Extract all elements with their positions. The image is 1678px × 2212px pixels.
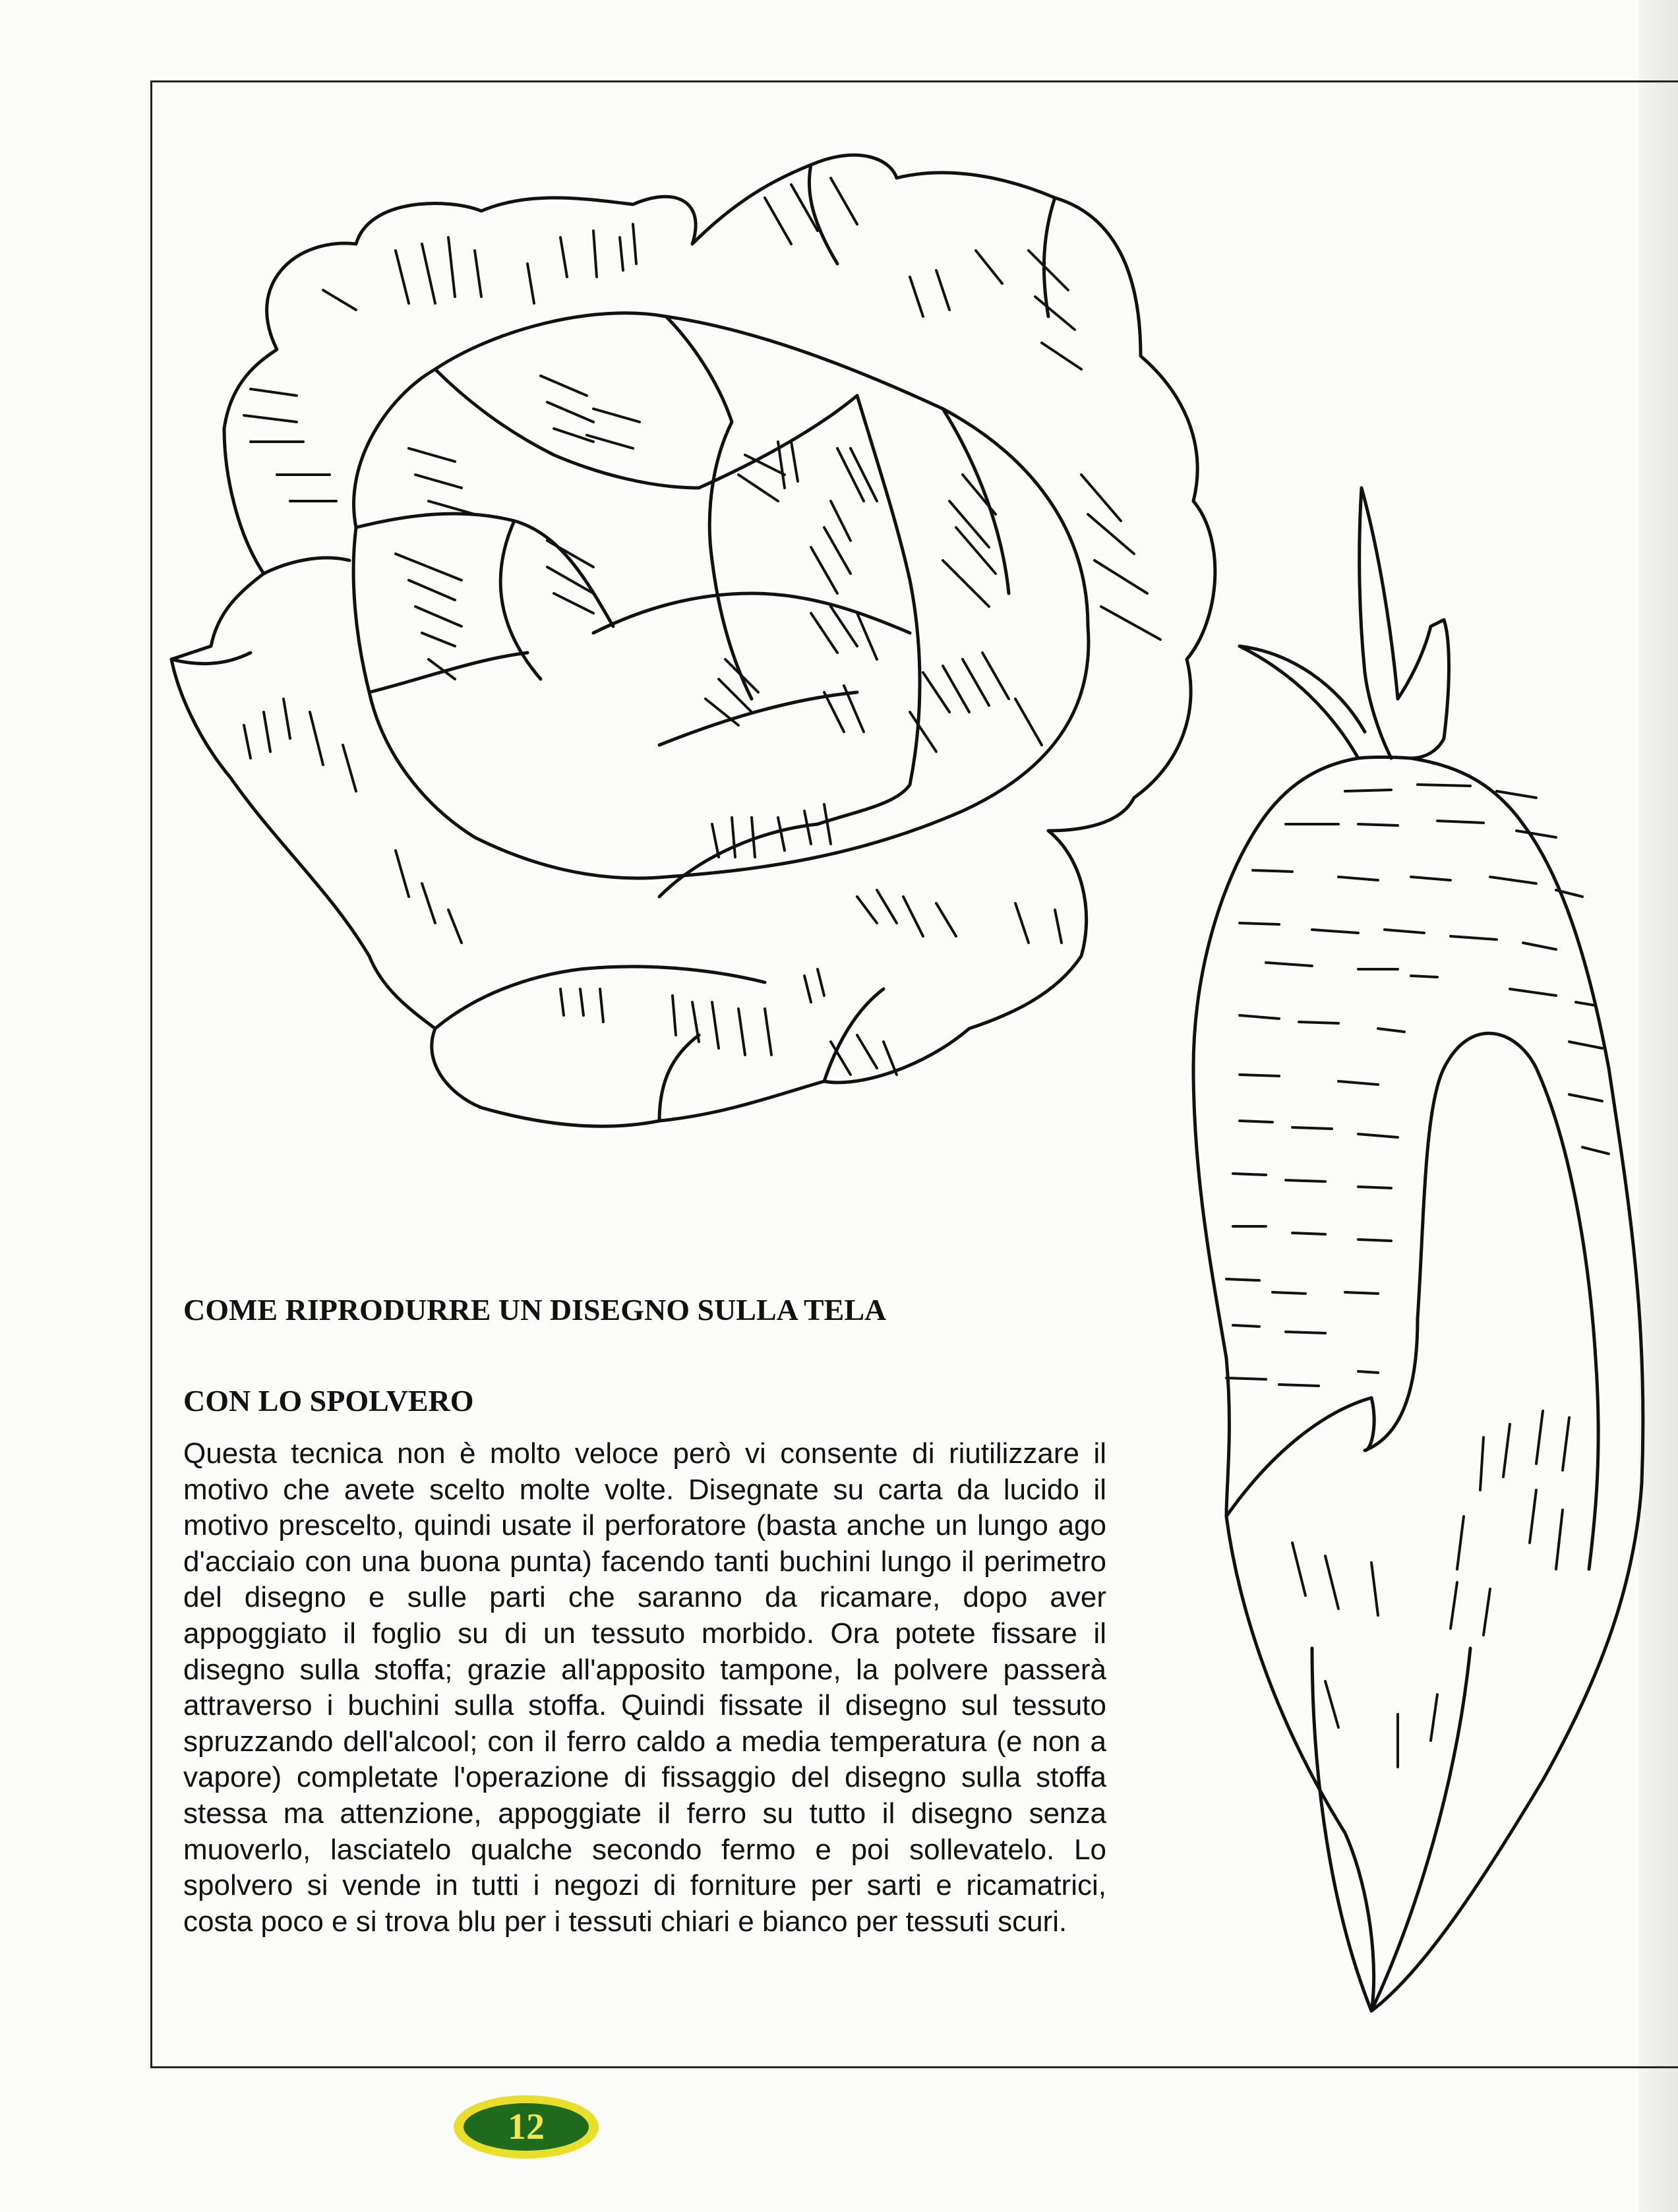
cabbage-drawing	[171, 155, 1215, 1126]
page-number: 12	[464, 2103, 589, 2151]
section-title: COME RIPRODURRE UN DISEGNO SULLA TELA	[183, 1293, 887, 1327]
radish-drawing	[1193, 488, 1643, 2011]
section-subtitle: CON LO SPOLVERO	[183, 1384, 474, 1418]
page-number-badge	[454, 2095, 599, 2159]
instructions-paragraph: Questa tecnica non è molto veloce però vi consente di riutilizzare il motivo che avete scelto molte volte. Disegnate su carta da lucido il motivo prescelto, quindi usate il perforatore (basta anche un lungo ago d'acciaio con una buona punta) facendo tanti buchini lungo il perimetro del disegno e sulle parti che saranno da ricamare, dopo aver appoggiato il foglio su di un tessuto morbido. Ora potete fissare il disegno sulla stoffa; grazie all'apposito tampone, la polvere passerà attraverso i buchini sulla stoffa. Quindi fissate il disegno sul tessuto spruzzando dell'alcool; con il ferro caldo a media temperatura (e non a vapore) completate l'operazione di fissaggio del disegno sulla stoffa stessa ma attenzione, appoggiate il ferro su tutto il disegno senza muoverlo, lasciatelo qualche secondo fermo e poi sollevatelo. Lo spolvero si vende in tutti i negozi di forniture per sarti e ricamatrici, costa poco e si trova blu per i tessuti chiari e bianco per tessuti scuri.	[183, 1437, 1106, 1938]
